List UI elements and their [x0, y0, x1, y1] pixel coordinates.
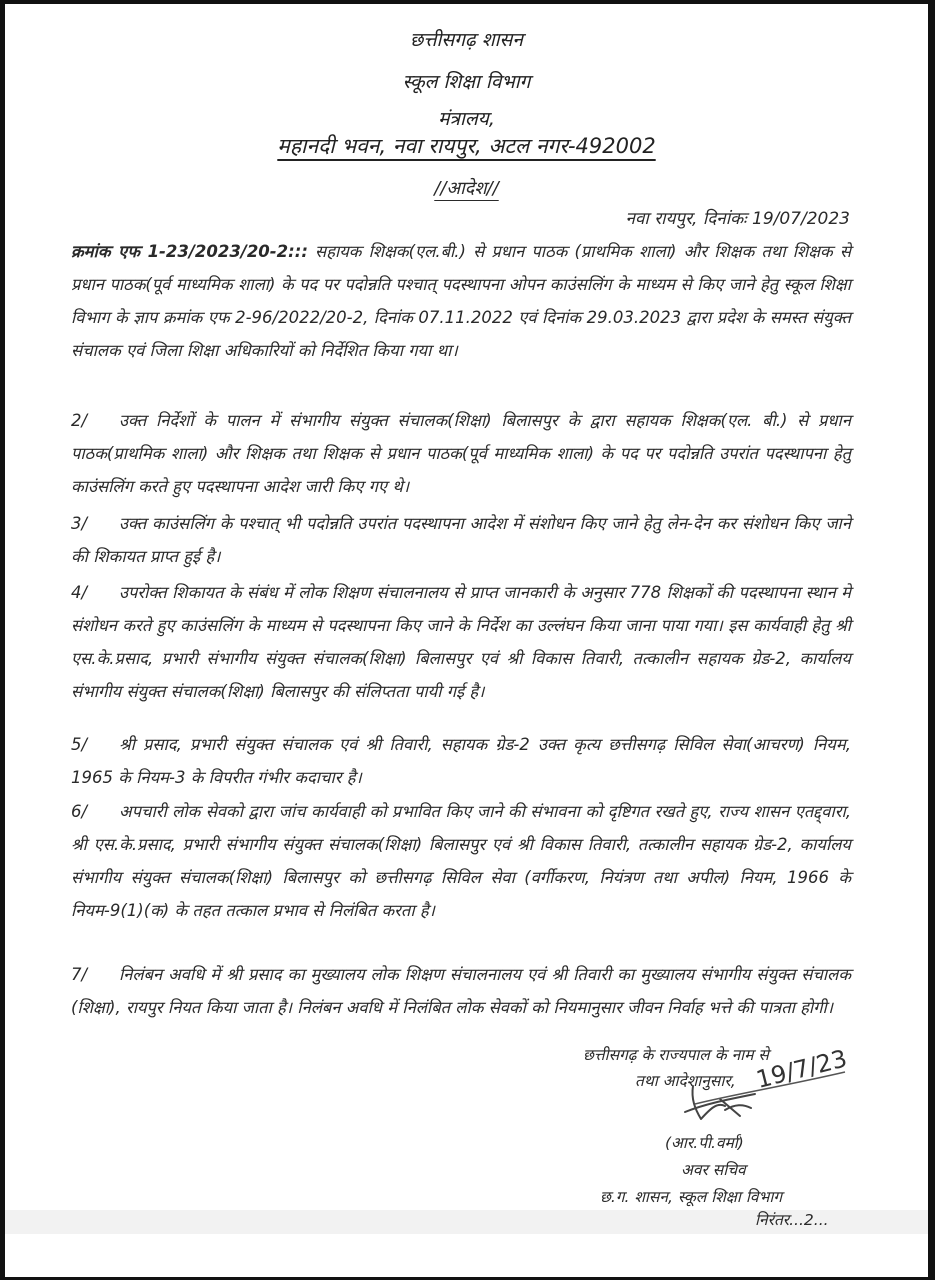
signatory-department: छ.ग. शासन, स्कूल शिक्षा विभाग [600, 1188, 783, 1206]
order-title: //आदेश// [434, 178, 499, 199]
place-date: नवा रायपुर, दिनांकः 19/07/2023 [625, 209, 850, 229]
header-department: स्कूल शिक्षा विभाग [402, 71, 531, 93]
paragraph-number: 7/ [71, 965, 88, 984]
paragraph-text: उक्त निर्देशों के पालन में संभागीय संयुक्त संचालक(शिक्षा) बिलासपुर के द्वारा सहायक शिक्षक(एल. बी.) से प्रधान पाठक(प्राथमिक शाला) और शिक्षक तथा शिक्षक से प्रधान पाठक(पूर्व माध्यमिक शाला) के पद पर पदोन्नति उपरांत पदस्थापना हेतु काउंसलिंग करते हुए पदस्थापना आदेश जारी किए गए थे। [71, 411, 851, 496]
header-address: महानदी भवन, नवा रायपुर, अटल नगर-492002 [277, 134, 656, 158]
paragraph-text: अपचारी लोक सेवको द्वारा जांच कार्यवाही को प्रभावित किए जाने की संभावना को दृष्टिगत रखते हुए, राज्य शासन एतद्द्वारा, श्री एस.के.प्रसाद, प्रभारी संभागीय संयुक्त संचालक(शिक्षा) बिलासपुर एवं श्री विकास तिवारी, तत्कालीन सहायक ग्रेड-2, कार्यालय संभागीय संयुक्त संचालक(शिक्षा) बिलासपुर को छत्तीसगढ़ सिविल सेवा (वर्गीकरण, नियंत्रण तथा अपील) नियम, 1966 के नियम-9(1)(क) के तहत तत्काल प्रभाव से निलंबित करता है। [71, 802, 851, 920]
paragraph-text: श्री प्रसाद, प्रभारी संयुक्त संचालक एवं श्री तिवारी, सहायक ग्रेड-2 उक्त कृत्य छत्तीसगढ़ सिविल सेवा(आचरण) नियम, 1965 के नियम-3 के विपरीत गंभीर कदाचार है। [71, 735, 851, 787]
continued-marker: निरंतर...2... [755, 1211, 829, 1229]
signature-order-line: तथा आदेशानुसार, [635, 1072, 736, 1090]
signatory-designation: अवर सचिव [681, 1161, 746, 1179]
paragraph-3 [71, 507, 851, 573]
paragraph-5 [71, 728, 851, 794]
paragraph-text: उक्त काउंसलिंग के पश्चात् भी पदोन्नति उपरांत पदस्थापना आदेश में संशोधन किए जाने हेतु लेन-देन कर संशोधन किए जाने की शिकायत प्राप्त हुई है। [71, 514, 851, 566]
paragraph-number: 4/ [71, 583, 88, 602]
paragraph-7 [71, 958, 851, 1024]
paragraph-text: सहायक शिक्षक(एल.बी.) से प्रधान पाठक (प्राथमिक शाला) और शिक्षक तथा शिक्षक से प्रधान पाठक(पूर्व माध्यमिक शाला) के पद पर पदोन्नति पश्चात् पदस्थापना ओपन काउंसलिंग के माध्यम से किए जाने हेतु स्कूल शिक्षा विभाग के ज्ञाप क्रमांक एफ 2-96/2022/20-2, दिनांक 07.11.2022 एवं दिनांक 29.03.2023 द्वारा प्रदेश के समस्त संयुक्त संचालक एवं जिला शिक्षा अधिकारियों को निर्देशित किया गया था। [71, 242, 851, 360]
header-ministry: मंत्रालय, [438, 108, 495, 130]
paragraph-number: 3/ [71, 514, 88, 533]
signature-date: 19/7/23 [753, 1044, 850, 1094]
paragraph-text: निलंबन अवधि में श्री प्रसाद का मुख्यालय लोक शिक्षण संचालनालय एवं श्री तिवारी का मुख्यालय संभागीय संयुक्त संचालक (शिक्षा), रायपुर नियत किया जाता है। निलंबन अवधि में निलंबित लोक सेवकों को नियमानुसार जीवन निर्वाह भत्ते की पात्रता होगी। [71, 965, 851, 1017]
header-government: छत्तीसगढ़ शासन [410, 29, 523, 51]
reference-number: क्रमांक एफ 1-23/2023/20-2::: [71, 242, 308, 261]
signatory-name: (आर.पी.वर्मा) [665, 1134, 744, 1152]
document-page [5, 4, 928, 1277]
paragraph-number: 6/ [71, 802, 88, 821]
paragraph-1 [71, 235, 851, 367]
signature-authority-line: छत्तीसगढ़ के राज्यपाल के नाम से [583, 1046, 769, 1064]
paragraph-4 [71, 576, 851, 708]
paragraph-number: 2/ [71, 411, 88, 430]
paragraph-number: 5/ [71, 735, 88, 754]
paragraph-text: उपरोक्त शिकायत के संबंध में लोक शिक्षण संचालनालय से प्राप्त जानकारी के अनुसार 778 शिक्षकों की पदस्थापना स्थान मे संशोधन करते हुए काउंसलिंग के माध्यम से पदस्थापना किए जाने के निर्देश का उल्लंघन किया जाना पाया गया। इस कार्यवाही हेतु श्री एस.के.प्रसाद, प्रभारी संभागीय संयुक्त संचालक(शिक्षा) बिलासपुर एवं श्री विकास तिवारी, तत्कालीन सहायक ग्रेड-2, कार्यालय संभागीय संयुक्त संचालक(शिक्षा) बिलासपुर की संलिप्तता पायी गई है। [71, 583, 851, 701]
paragraph-2 [71, 404, 851, 503]
paragraph-6 [71, 795, 851, 927]
